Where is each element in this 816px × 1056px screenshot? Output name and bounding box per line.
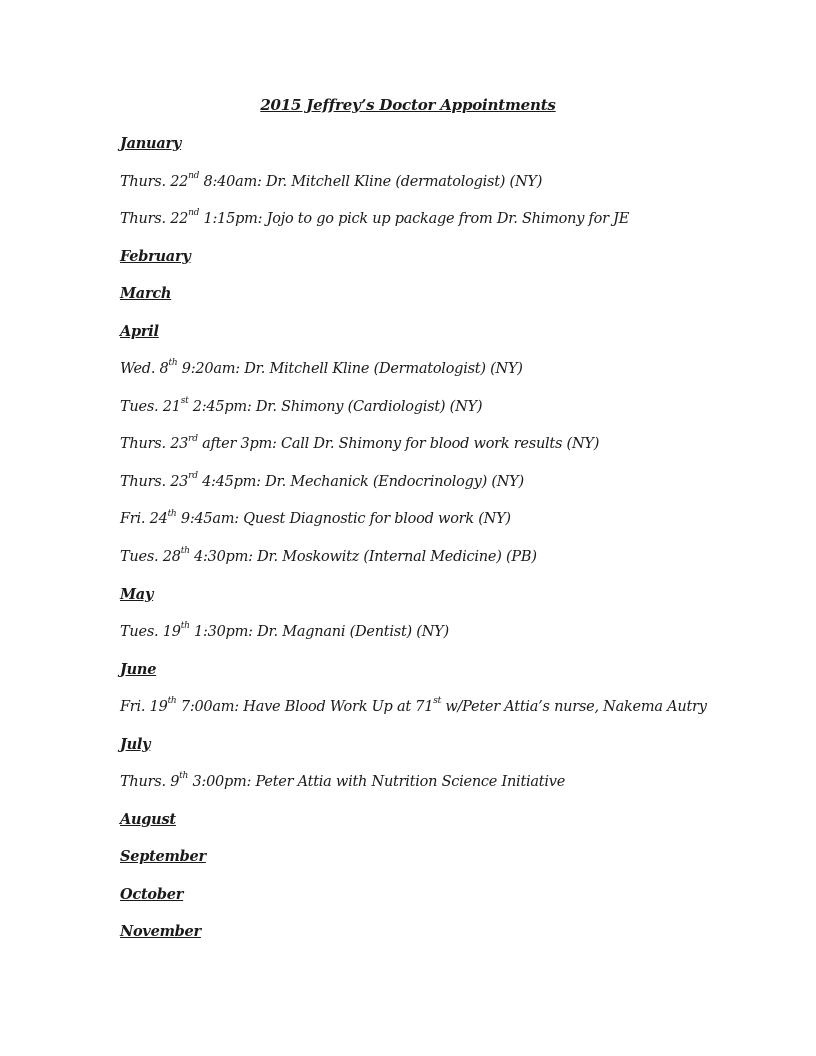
ordinal-suffix: th	[167, 508, 177, 519]
month-heading	[120, 322, 740, 360]
appointment-entry	[120, 509, 740, 547]
ordinal-suffix: th	[167, 696, 177, 707]
ordinal-suffix: th	[168, 358, 178, 369]
month-heading	[120, 585, 740, 623]
month-heading-text: April	[120, 322, 159, 340]
month-heading-text: July	[120, 735, 151, 753]
appointment-entry	[120, 772, 740, 810]
month-heading	[120, 134, 740, 172]
appointment-details: 2:45pm: Dr. Shimony (Cardiologist) (NY)	[188, 398, 483, 415]
ordinal-suffix: nd	[188, 208, 200, 219]
month-heading	[120, 735, 740, 773]
appointment-entry	[120, 434, 740, 472]
appointment-entry	[120, 622, 740, 660]
appointment-list	[120, 134, 740, 960]
month-heading	[120, 247, 740, 285]
month-heading	[120, 885, 740, 923]
appointment-day: Thurs. 23	[120, 473, 189, 490]
appointment-entry	[120, 472, 740, 510]
month-heading	[120, 810, 740, 848]
month-heading	[120, 284, 740, 322]
appointment-day: Tues. 21	[120, 398, 181, 415]
appointment-entry	[120, 547, 740, 585]
month-heading-text: November	[120, 923, 201, 941]
ordinal-suffix: th	[180, 546, 190, 557]
month-heading	[120, 922, 740, 960]
appointment-details: 4:45pm: Dr. Mechanick (Endocrinology) (NY)	[197, 473, 524, 490]
appointment-details: 8:40am: Dr. Mitchell Kline (dermatologist) (NY)	[199, 173, 543, 190]
month-heading-text: October	[120, 885, 184, 903]
appointment-entry	[120, 359, 740, 397]
month-heading-text: September	[120, 848, 206, 866]
appointment-day: Wed. 8	[120, 361, 169, 378]
month-heading	[120, 847, 740, 885]
ordinal-suffix: st	[433, 696, 441, 707]
month-heading-text: May	[120, 585, 154, 603]
appointment-details: 1:15pm: Jojo to go pick up package from Dr. Shimony for JE	[199, 211, 630, 228]
ordinal-suffix: rd	[188, 471, 198, 482]
appointment-day: Tues. 28	[120, 549, 181, 566]
month-heading-text: June	[120, 660, 157, 678]
appointment-details: w/Peter Attia’s nurse, Nakema Autry	[440, 699, 707, 716]
appointment-entry	[120, 209, 740, 247]
appointment-details: 1:30pm: Dr. Magnani (Dentist) (NY)	[189, 624, 449, 641]
ordinal-suffix: th	[179, 771, 189, 782]
ordinal-suffix: nd	[188, 170, 200, 181]
appointment-details: 7:00am: Have Blood Work Up at 71	[176, 699, 434, 716]
month-heading-text: January	[120, 135, 182, 152]
appointment-day: Thurs. 9	[120, 774, 180, 791]
appointment-details: 9:20am: Dr. Mitchell Kline (Dermatologist) (NY)	[177, 361, 523, 378]
month-heading	[120, 660, 740, 698]
appointment-details: after 3pm: Call Dr. Shimony for blood work results (NY)	[197, 436, 600, 453]
appointment-entry	[120, 397, 740, 435]
appointment-day: Tues. 19	[120, 624, 181, 641]
appointment-day: Fri. 24	[120, 511, 168, 528]
appointment-day: Thurs. 22	[120, 211, 189, 228]
month-heading-text: February	[120, 247, 191, 265]
month-heading-text: August	[120, 810, 176, 828]
appointment-details: 3:00pm: Peter Attia with Nutrition Science Initiative	[188, 774, 566, 791]
ordinal-suffix: rd	[188, 433, 198, 444]
appointment-day: Thurs. 22	[120, 173, 189, 190]
ordinal-suffix: th	[180, 621, 190, 632]
appointment-entry	[120, 172, 740, 210]
appointment-day: Thurs. 23	[120, 436, 189, 453]
appointment-entry	[120, 697, 740, 735]
appointment-details: 4:30pm: Dr. Moskowitz (Internal Medicine) (PB)	[189, 549, 537, 566]
month-heading-text: March	[120, 285, 172, 303]
appointment-details: 9:45am: Quest Diagnostic for blood work (NY)	[176, 511, 511, 528]
document-title: 2015 Jeffrey’s Doctor Appointments	[260, 96, 556, 114]
appointment-day: Fri. 19	[120, 699, 168, 716]
ordinal-suffix: st	[180, 396, 189, 406]
